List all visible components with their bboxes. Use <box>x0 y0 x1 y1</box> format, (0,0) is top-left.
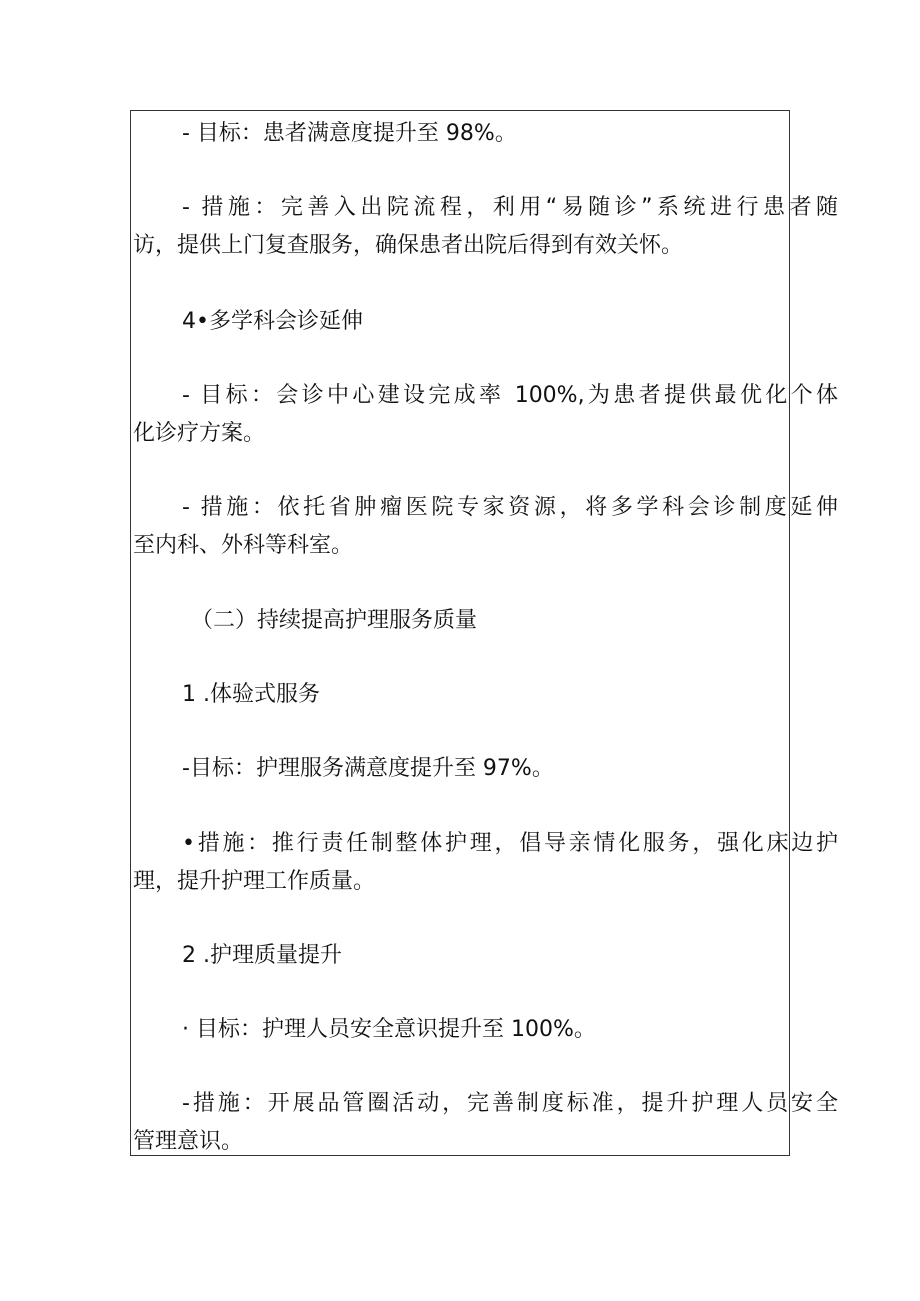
goal-consultation-line-2: 化诊疗方案。 <box>133 421 266 446</box>
measure-qcc-line-1: -措施：开展品管圈活动，完善制度标准，提升护理人员安全 <box>182 1091 838 1116</box>
measure-nursing-line-2: 理，提升护理工作质量。 <box>133 869 376 894</box>
measure-qcc-line-2: 管理意识。 <box>133 1129 244 1154</box>
measure-discharge-line-1: - 措施：完善入出院流程，利用“易随诊”系统进行患者随 <box>182 195 838 220</box>
section-heading-mdt: 4•多学科会诊延伸 <box>182 309 363 334</box>
measure-consultation-line-2: 至内科、外科等科室。 <box>133 533 354 558</box>
section-heading-nursing-quality: （二）持续提高护理服务质量 <box>191 608 478 633</box>
goal-consultation-line-1: - 目标：会诊中心建设完成率 100%,为患者提供最优化个体 <box>182 383 838 408</box>
goal-satisfaction-line: - 目标：患者满意度提升至 98%。 <box>182 121 517 146</box>
measure-nursing-line-1: •措施：推行责任制整体护理，倡导亲情化服务，强化床边护 <box>182 831 838 856</box>
goal-safety-awareness-line: · 目标：护理人员安全意识提升至 100%。 <box>182 1017 596 1042</box>
measure-consultation-line-1: - 措施：依托省肿瘤医院专家资源，将多学科会诊制度延伸 <box>182 495 838 520</box>
measure-discharge-line-2: 访，提供上门复查服务，确保患者出院后得到有效关怀。 <box>133 233 684 258</box>
goal-nursing-satisfaction-line: -目标：护理服务满意度提升至 97%。 <box>182 756 554 781</box>
subheading-nursing-quality: 2 .护理质量提升 <box>182 943 342 968</box>
subheading-experiential-service: 1 .体验式服务 <box>182 682 320 707</box>
